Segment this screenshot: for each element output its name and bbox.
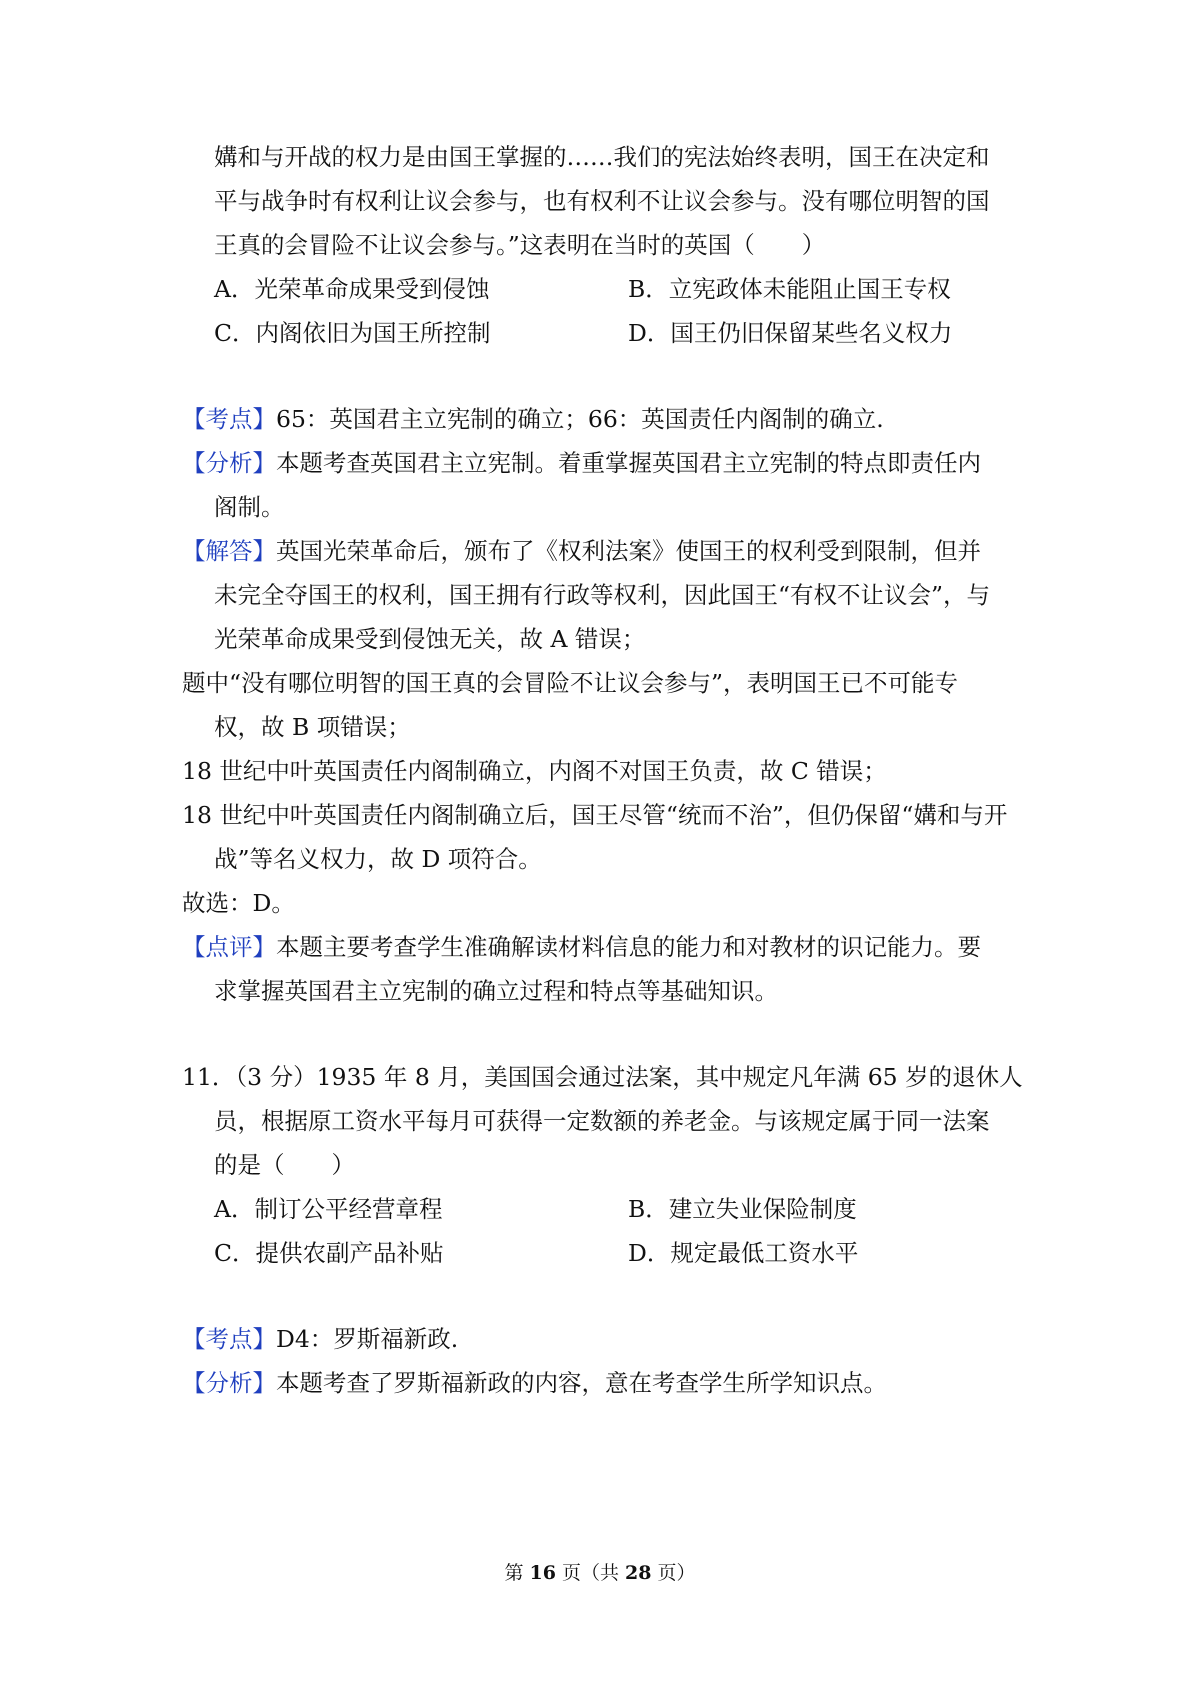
q10-stem-line-1: 媾和与开战的权力是由国王掌握的……我们的宪法始终表明，国王在决定和	[214, 143, 990, 171]
q11-option-d: D．规定最低工资水平	[628, 1239, 859, 1267]
jieda-tag: 【解答】	[182, 537, 276, 565]
footer-suffix: 页）	[651, 1562, 696, 1584]
fenxi-text: 本题考查了罗斯福新政的内容，意在考查学生所学知识点。	[276, 1369, 887, 1397]
q10-jieda-line-1	[182, 536, 981, 566]
q10-dianping-line-1	[182, 932, 981, 962]
q10-jieda-line-6: 18 世纪中叶英国责任内阁制确立，内阁不对国王负责，故 C 错误；	[182, 757, 887, 785]
q11-stem-line-2: 员，根据原工资水平每月可获得一定数额的养老金。与该规定属于同一法案	[214, 1107, 990, 1135]
q10-option-b: B．立宪政体未能阻止国王专权	[628, 275, 951, 303]
q10-option-a: A．光荣革命成果受到侵蚀	[214, 275, 490, 303]
q10-answer-choice: 故选：D。	[182, 889, 295, 917]
kaodian-text: 65：英国君主立宪制的确立；66：英国责任内阁制的确立.	[276, 405, 884, 433]
q10-fenxi-line-2: 阁制。	[214, 493, 285, 521]
q10-option-c: C．内阁依旧为国王所控制	[214, 319, 491, 347]
kaodian-text: D4：罗斯福新政.	[276, 1325, 459, 1353]
fenxi-tag: 【分析】	[182, 449, 276, 477]
kaodian-tag: 【考点】	[182, 1325, 276, 1353]
q11-option-a: A．制订公平经营章程	[214, 1195, 443, 1223]
q10-kaodian	[182, 404, 884, 434]
fenxi-text: 本题考查英国君主立宪制。着重掌握英国君主立宪制的特点即责任内	[276, 449, 981, 477]
q11-option-c: C．提供农副产品补贴	[214, 1239, 444, 1267]
q11-fenxi	[182, 1368, 887, 1398]
page-footer	[0, 1560, 1200, 1586]
q10-jieda-line-7: 18 世纪中叶英国责任内阁制确立后，国王尽管“统而不治”，但仍保留“媾和与开	[182, 801, 1008, 829]
q11-stem-line-1: 11．（3 分）1935 年 8 月，美国国会通过法案，其中规定凡年满 65 岁的退休人	[182, 1063, 1023, 1091]
dianping-tag: 【点评】	[182, 933, 276, 961]
q10-option-d: D．国王仍旧保留某些名义权力	[628, 319, 953, 347]
fenxi-tag: 【分析】	[182, 1369, 276, 1397]
footer-total-pages: 28	[625, 1562, 652, 1584]
q10-fenxi-line-1	[182, 448, 981, 478]
q10-stem-line-2: 平与战争时有权利让议会参与，也有权利不让议会参与。没有哪位明智的国	[214, 187, 990, 215]
jieda-text: 英国光荣革命后，颁布了《权利法案》使国王的权利受到限制，但并	[276, 537, 981, 565]
q10-jieda-line-4: 题中“没有哪位明智的国王真的会冒险不让议会参与”，表明国王已不可能专	[182, 669, 959, 697]
footer-prefix: 第	[504, 1562, 530, 1584]
footer-page-number: 16	[529, 1562, 556, 1584]
q11-stem-line-3: 的是（ ）	[214, 1151, 355, 1179]
kaodian-tag: 【考点】	[182, 405, 276, 433]
q11-kaodian	[182, 1324, 458, 1354]
q10-jieda-line-2: 未完全夺国王的权利，国王拥有行政等权利，因此国王“有权不让议会”，与	[214, 581, 991, 609]
q10-dianping-line-2: 求掌握英国君主立宪制的确立过程和特点等基础知识。	[214, 977, 778, 1005]
q10-jieda-line-8: 战”等名义权力，故 D 项符合。	[214, 845, 542, 873]
dianping-text: 本题主要考查学生准确解读材料信息的能力和对教材的识记能力。要	[276, 933, 981, 961]
q10-jieda-line-3: 光荣革命成果受到侵蚀无关，故 A 错误；	[214, 625, 646, 653]
footer-middle: 页（共	[555, 1562, 626, 1584]
q11-option-b: B．建立失业保险制度	[628, 1195, 857, 1223]
q10-stem-line-3: 王真的会冒险不让议会参与。”这表明在当时的英国（ ）	[214, 231, 826, 259]
q10-jieda-line-5: 权，故 B 项错误；	[214, 713, 411, 741]
